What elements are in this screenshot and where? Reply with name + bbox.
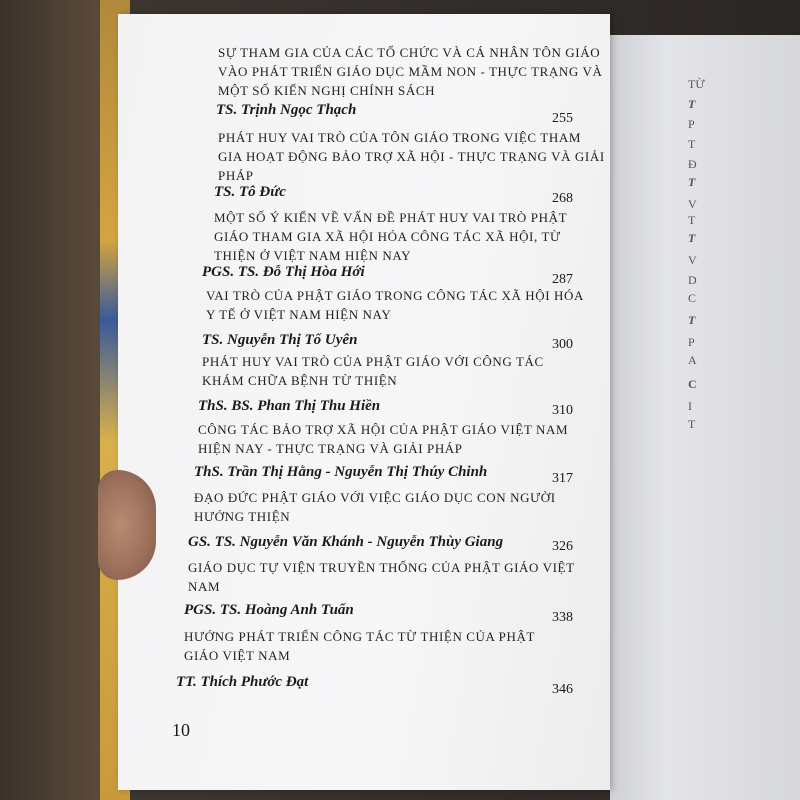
toc-entry-page: 338 [552,610,573,625]
toc-entry-title: PHÁT HUY VAI TRÒ CỦA TÔN GIÁO TRONG VIỆC THAM [218,130,581,145]
facing-fragment: Đ [688,157,697,171]
toc-entry-author: TS. Nguyễn Thị Tố Uyên [202,332,358,348]
toc-entry-title: CÔNG TÁC BẢO TRỢ XÃ HỘI CỦA PHẬT GIÁO VIỆT NAM [198,422,569,437]
facing-fragment: P [688,117,695,131]
toc-entry-title: HIỆN NAY - THỰC TRẠNG VÀ GIẢI PHÁP [198,441,463,456]
toc-entry-title: GIA HOẠT ĐỘNG BẢO TRỢ XÃ HỘI - THỰC TRẠNG VÀ GIẢI [218,149,605,164]
facing-fragment: T [688,213,696,227]
toc-entry-title: VAI TRÒ CỦA PHẬT GIÁO TRONG CÔNG TÁC XÃ HỘI HÓA [206,288,585,303]
toc-entry-author: TS. Tô Đức [214,184,286,200]
toc-entry-title: THIỆN Ở VIỆT NAM HIỆN NAY [214,248,412,263]
facing-fragment: TỪ [688,77,705,91]
toc-entry-title: PHÁT HUY VAI TRÒ CỦA PHẬT GIÁO VỚI CÔNG TÁC [202,354,544,369]
toc-entry-title: HƯỚNG THIỆN [194,509,291,524]
facing-fragment: C [688,377,697,391]
toc-entry-page: 310 [552,403,573,418]
facing-fragment: C [688,291,697,305]
toc-entry-title: GIÁO VIỆT NAM [184,648,291,663]
facing-fragment: T [688,137,696,151]
toc-entry-title: PHÁP [218,168,254,183]
facing-fragment: V [688,253,697,267]
toc-entry-title: VÀO PHÁT TRIỂN GIÁO DỤC MẦM NON - THỰC TRẠNG VÀ [218,64,603,79]
facing-fragment: T [688,231,696,245]
toc-entry-title: GIÁO DỤC TỰ VIỆN TRUYỀN THỐNG CỦA PHẬT GIÁO VIỆT [188,560,575,575]
thumb [98,470,156,580]
toc-entry-page: 300 [552,337,573,352]
toc-entry-title: SỰ THAM GIA CỦA CÁC TỔ CHỨC VÀ CÁ NHÂN TÔN GIÁO [218,45,601,60]
facing-fragment: T [688,97,696,111]
toc-entry-page: 346 [552,682,573,697]
toc-entry-page: 268 [552,191,573,206]
facing-fragment: T [688,175,696,189]
toc-entry-author: TS. Trịnh Ngọc Thạch [216,102,357,118]
toc-entry-title: GIÁO THAM GIA XÃ HỘI HÓA CÔNG TÁC XÃ HỘI, TỪ [214,229,561,244]
toc-entry-author: ThS. Trần Thị Hằng - Nguyễn Thị Thúy Chinh [194,464,488,480]
facing-fragment: I [688,399,692,413]
page-number: 10 [172,720,190,740]
toc-entry-page: 317 [552,471,573,486]
toc-entry-title: ĐẠO ĐỨC PHẬT GIÁO VỚI VIỆC GIÁO DỤC CON NGƯỜI [194,490,556,505]
toc-entry-author: ThS. BS. Phan Thị Thu Hiền [198,398,381,414]
toc-entry-title: NAM [188,579,221,594]
toc-entry-page: 287 [552,272,573,287]
facing-page [610,35,800,800]
facing-fragment: T [688,417,696,431]
facing-fragment: A [688,353,697,367]
toc-entry-author: PGS. TS. Đỗ Thị Hòa Hới [202,264,365,280]
toc-entry-author: TT. Thích Phước Đạt [176,674,309,690]
facing-fragment: D [688,273,697,287]
toc-entry-title: KHÁM CHỮA BỆNH TỪ THIỆN [202,373,398,388]
toc-entry-title: MỘT SỐ KIẾN NGHỊ CHÍNH SÁCH [218,83,436,98]
facing-fragment: V [688,197,697,211]
toc-entry-page: 326 [552,539,573,554]
toc-entry-page: 255 [552,111,573,126]
toc-entry-author: PGS. TS. Hoàng Anh Tuấn [184,602,354,618]
toc-entry-author: GS. TS. Nguyễn Văn Khánh - Nguyễn Thùy Giang [188,534,504,550]
facing-fragment: T [688,313,696,327]
facing-fragment: P [688,335,695,349]
toc-entry-title: HƯỚNG PHÁT TRIỂN CÔNG TÁC TỪ THIỆN CỦA PHẬT [184,629,536,644]
toc-entry-title: MỘT SỐ Ý KIẾN VỀ VẤN ĐỀ PHÁT HUY VAI TRÒ PHẬT [214,210,568,225]
toc-entry-title: Y TẾ Ở VIỆT NAM HIỆN NAY [206,307,392,322]
